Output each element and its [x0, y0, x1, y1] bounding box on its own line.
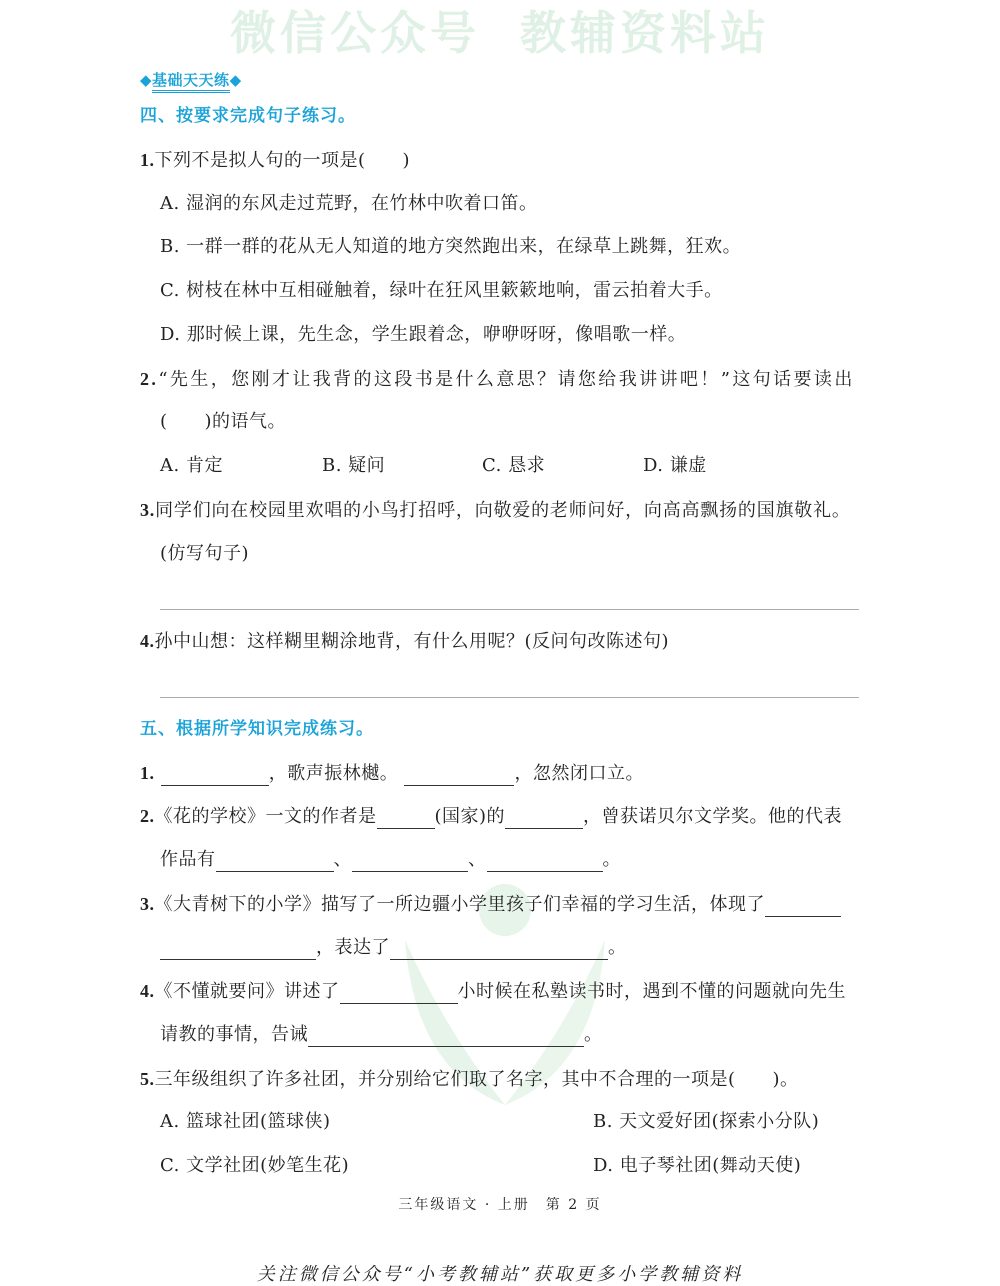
- blank[interactable]: [308, 1026, 584, 1047]
- s4-q4: [140, 629, 669, 654]
- blank[interactable]: [487, 851, 603, 872]
- question-text: 下列不是拟人句的一项是( ): [154, 150, 411, 171]
- s5-q5-option-c: C. 文学社团(妙笔生花): [160, 1155, 350, 1176]
- answer-line[interactable]: [160, 697, 859, 698]
- s5-q2: [140, 804, 842, 829]
- s4-q2-option-d: D. 谦虚: [643, 455, 707, 476]
- text: 《大青树下的小学》描写了一所边疆小学里孩子们幸福的学习生活，体现了: [154, 894, 765, 915]
- text: ，歌声振林樾。: [268, 763, 399, 784]
- watermark-text-1: 微信公众号: [230, 6, 480, 60]
- text: 。: [584, 1024, 603, 1045]
- answer-line[interactable]: [160, 609, 859, 610]
- text: ，曾获诺贝尔文学奖。他的代表: [583, 806, 843, 827]
- s4-q2-cont: ( )的语气。: [160, 411, 287, 432]
- text: 作品有: [160, 849, 216, 870]
- section-tag: [140, 68, 242, 92]
- watermark-text-2: 教辅资料站: [520, 6, 770, 60]
- question-text: 同学们向在校园里欢唱的小鸟打招呼，向敬爱的老师问好，向高高飘扬的国旗敬礼。: [155, 500, 851, 521]
- promo-text: 关注微信公众号“小考教辅站”获取更多小学教辅资料: [256, 1264, 744, 1285]
- text: 请教的事情，告诫: [160, 1024, 308, 1045]
- question-number: 4.: [140, 631, 155, 651]
- s5-q5-option-b: B. 天文爱好团(探索小分队): [593, 1111, 820, 1132]
- s5-q4: [140, 979, 846, 1004]
- s4-q1-option-d: D. 那时候上课，先生念，学生跟着念，咿咿呀呀，像唱歌一样。: [160, 324, 687, 345]
- text: 《不懂就要问》讲述了: [154, 981, 340, 1002]
- blank[interactable]: [505, 808, 583, 829]
- diamond-icon: ◆: [229, 71, 242, 89]
- text: 。: [602, 849, 621, 870]
- s4-q2-option-a: A. 肯定: [160, 455, 223, 476]
- s5-q3-cont: [160, 936, 627, 960]
- question-number: 5.: [140, 1069, 155, 1089]
- s5-q3: [140, 892, 841, 917]
- question-text: “先生，您刚才让我背的这段书是什么意思？请您给我讲讲吧！”这句话要读出: [158, 369, 855, 390]
- question-text: 三年级组织了许多社团，并分别给它们取了名字，其中不合理的一项是( )。: [154, 1069, 799, 1090]
- text: 、: [333, 849, 352, 870]
- s5-q1: [140, 761, 644, 786]
- s4-q1-option-a: A. 湿润的东风走过荒野，在竹林中吹着口笛。: [160, 193, 538, 214]
- s4-q2-option-c: C. 恳求: [482, 455, 546, 476]
- s4-q1-option-c: C. 树枝在林中互相碰触着，绿叶在狂风里簌簌地响，雷云拍着大手。: [160, 280, 723, 301]
- section-4-title: 四、按要求完成句子练习。: [140, 106, 356, 126]
- blank[interactable]: [160, 939, 316, 960]
- blank[interactable]: [161, 765, 269, 786]
- question-number: 4.: [140, 981, 155, 1001]
- question-number: 3.: [140, 894, 155, 914]
- question-number: 1.: [140, 150, 155, 170]
- text: 。: [608, 937, 627, 958]
- page-footer: 三年级语文 · 上册 第 2 页: [398, 1197, 602, 1213]
- question-text: 孙中山想：这样糊里糊涂地背，有什么用呢？(反问句改陈述句): [154, 631, 670, 652]
- question-number: 1.: [140, 763, 155, 783]
- section-5-title: 五、根据所学知识完成练习。: [140, 719, 374, 739]
- s5-q5: [140, 1067, 799, 1092]
- question-number: 2.: [140, 369, 159, 389]
- text: ，忽然闭口立。: [514, 763, 644, 784]
- s5-q4-cont: [160, 1023, 603, 1047]
- blank[interactable]: [765, 896, 841, 917]
- blank[interactable]: [340, 983, 458, 1004]
- diamond-icon: ◆: [140, 71, 153, 89]
- blank[interactable]: [216, 851, 334, 872]
- text: 、: [468, 849, 487, 870]
- s4-q2: [140, 367, 855, 392]
- tag-label: 基础天天练: [152, 71, 230, 93]
- s4-q2-option-b: B. 疑问: [322, 455, 386, 476]
- s5-q5-option-a: A. 篮球社团(篮球侠): [160, 1111, 331, 1132]
- blank[interactable]: [390, 939, 608, 960]
- question-number: 2.: [140, 806, 155, 826]
- question-number: 3.: [140, 500, 156, 520]
- s4-q3: [140, 498, 851, 523]
- s4-q1: [140, 148, 410, 173]
- text: (国家)的: [434, 806, 506, 827]
- blank[interactable]: [404, 765, 514, 786]
- text: 小时候在私塾读书时，遇到不懂的问题就向先生: [457, 981, 846, 1002]
- s5-q2-cont: [160, 848, 621, 872]
- text: ，表达了: [316, 937, 390, 958]
- blank[interactable]: [377, 808, 435, 829]
- text: 《花的学校》一文的作者是: [154, 806, 377, 827]
- blank[interactable]: [352, 851, 468, 872]
- s4-q3-cont: (仿写句子): [160, 543, 250, 564]
- s4-q1-option-b: B. 一群一群的花从无人知道的地方突然跑出来，在绿草上跳舞，狂欢。: [160, 236, 742, 257]
- s5-q5-option-d: D. 电子琴社团(舞动天使): [593, 1155, 802, 1176]
